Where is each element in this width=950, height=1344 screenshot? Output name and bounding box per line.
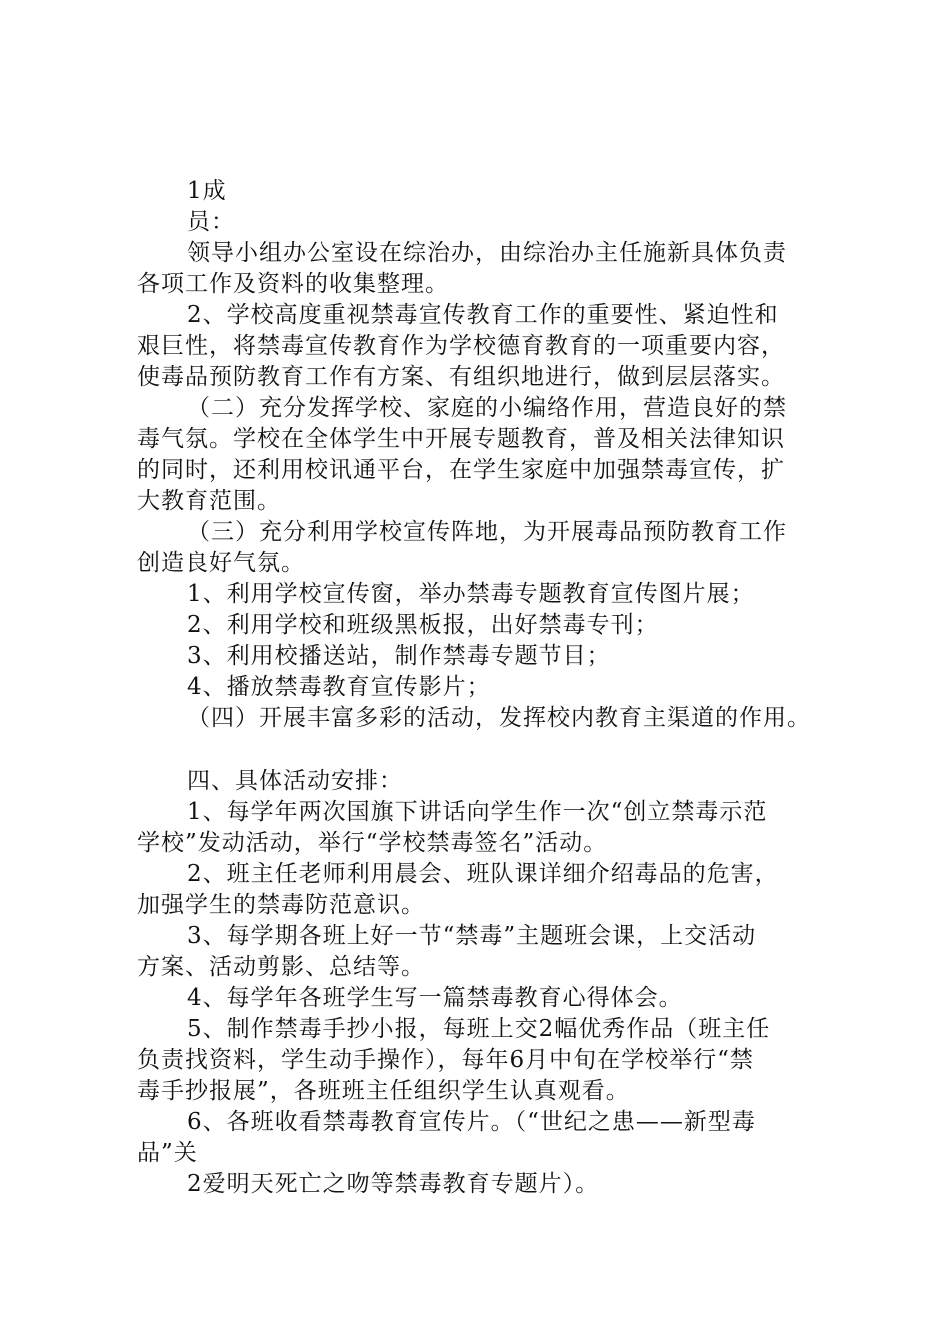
text-line-1: 1成 — [187, 178, 227, 204]
text-line-31: 品”关 — [137, 1140, 198, 1166]
text-line-22: 2、班主任老师利用晨会、班队课详细介绍毒品的危害， — [187, 861, 779, 887]
text-line-23: 加强学生的禁毒防范意识。 — [137, 892, 425, 918]
text-line-18: （四）开展丰富多彩的活动，发挥校内教育主渠道的作用。 — [187, 705, 811, 731]
text-line-5: 2、学校高度重视禁毒宣传教育工作的重要性、紧迫性和 — [187, 302, 779, 328]
text-line-9: 毒气氛。学校在全体学生中开展专题教育，普及相关法律知识 — [137, 426, 785, 452]
section-heading: 四、具体活动安排： — [187, 768, 403, 794]
text-line-7: 使毒品预防教育工作有方案、有组织地进行，做到层层落实。 — [137, 364, 785, 390]
text-line-13: 创造良好气氛。 — [137, 550, 305, 576]
text-line-29: 毒手抄报展”，各班班主任组织学生认真观看。 — [137, 1078, 630, 1104]
text-line-6: 艰巨性，将禁毒宣传教育作为学校德育教育的一项重要内容， — [137, 333, 785, 359]
text-line-4: 各项工作及资料的收集整理。 — [137, 271, 449, 297]
text-line-8: （二）充分发挥学校、家庭的小编络作用，营造良好的禁 — [187, 395, 787, 421]
text-line-20: 1、每学年两次国旗下讲话向学生作一次“创立禁毒示范 — [187, 799, 768, 825]
text-line-25: 方案、活动剪影、总结等。 — [137, 954, 425, 980]
text-line-21: 学校”发动活动，举行“学校禁毒签名”活动。 — [137, 830, 608, 856]
text-line-30: 6、各班收看禁毒教育宣传片。（“世纪之患——新型毒 — [187, 1109, 756, 1135]
text-line-10: 的同时，还利用校讯通平台，在学生家庭中加强禁毒宣传，扩 — [137, 457, 785, 483]
text-line-17: 4、播放禁毒教育宣传影片； — [187, 674, 491, 700]
text-line-12: （三）充分利用学校宣传阵地，为开展毒品预防教育工作 — [187, 519, 787, 545]
text-line-27: 5、制作禁毒手抄小报，每班上交2幅优秀作品（班主任 — [187, 1016, 771, 1042]
text-line-26: 4、每学年各班学生写一篇禁毒教育心得体会。 — [187, 985, 683, 1011]
text-line-32: 2爱明天死亡之吻等禁毒教育专题片）。 — [187, 1171, 600, 1197]
text-line-24: 3、每学期各班上好一节“禁毒”主题班会课，上交活动 — [187, 923, 757, 949]
text-line-3: 领导小组办公室设在综治办，由综治办主任施新具体负责 — [187, 240, 787, 266]
text-line-16: 3、利用校播送站，制作禁毒专题节目； — [187, 643, 611, 669]
text-line-14: 1、利用学校宣传窗，举办禁毒专题教育宣传图片展； — [187, 581, 755, 607]
text-line-15: 2、利用学校和班级黑板报，出好禁毒专刊； — [187, 612, 659, 638]
text-line-28: 负责找资料，学生动手操作），每年6月中旬在学校举行“禁 — [137, 1047, 754, 1073]
text-line-2: 员： — [187, 209, 235, 235]
text-line-11: 大教育范围。 — [137, 488, 281, 514]
